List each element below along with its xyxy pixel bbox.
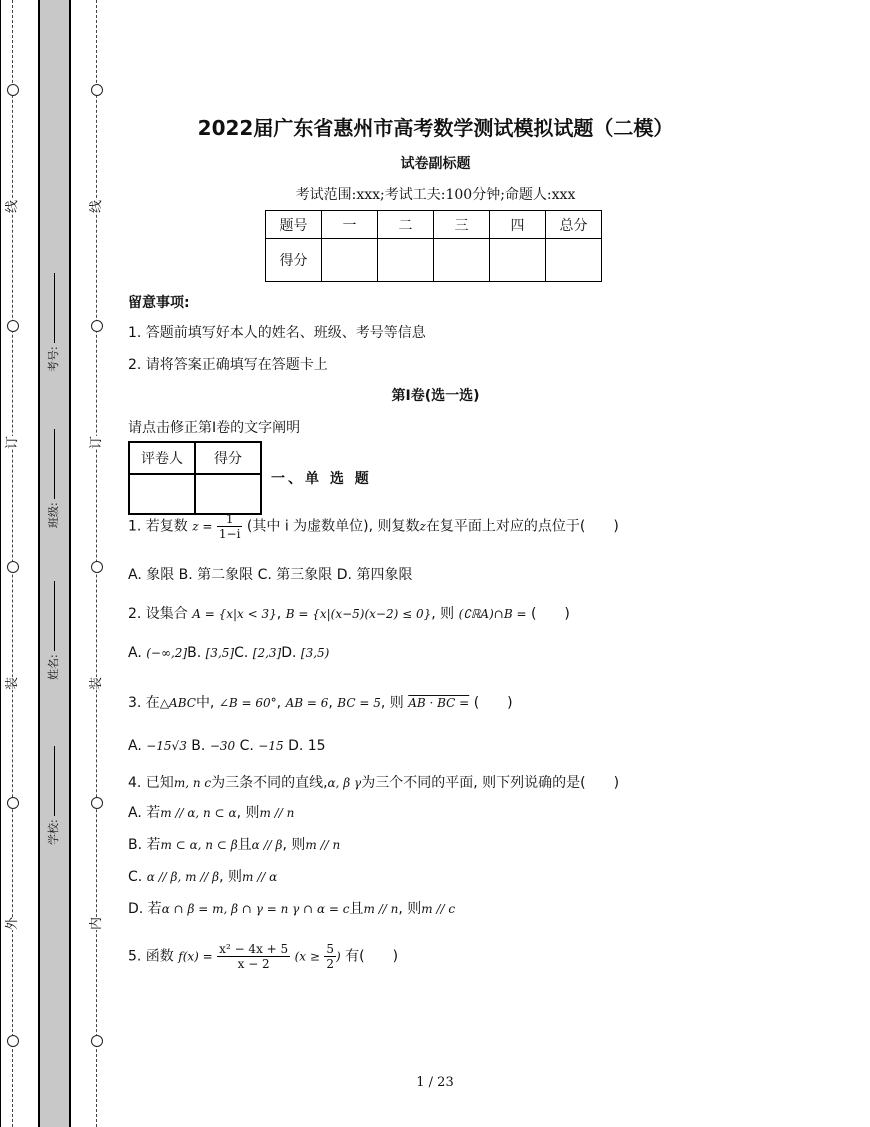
punch-hole [91, 797, 103, 809]
fraction: $\frac{1}{1-i}$ [218, 512, 241, 541]
punch-hole [7, 84, 19, 96]
margin-char-outer: 订 [5, 435, 21, 450]
score-cell[interactable] [322, 239, 378, 282]
punch-hole [7, 1035, 19, 1047]
margin-char-inner: 线 [89, 199, 105, 214]
question-4-option-b: B. 若m ⊂ α, n ⊂ β且α // β, 则m // n [128, 837, 341, 853]
field-name: 姓名: [45, 581, 61, 680]
margin-char-inner: 内 [89, 916, 105, 931]
section-heading: 一、单 选 题 [271, 471, 372, 487]
punch-hole [7, 797, 19, 809]
score-header: 二 [378, 211, 434, 239]
question-4-option-c: C. α // β, m // β, 则m // α [128, 869, 278, 885]
binding-strip [38, 0, 71, 1127]
margin-char-outer: 外 [5, 916, 21, 931]
field-class: 班级: [45, 429, 61, 528]
note-item: 2. 请将答案正确填写在答题卡上 [128, 357, 328, 373]
punch-hole [91, 1035, 103, 1047]
question-2-options: A. (−∞,2]B. [3,5]C. [2,3]D. [3,5) [128, 645, 330, 661]
punch-hole [91, 320, 103, 332]
grader-score-label: 得分 [195, 442, 261, 474]
paper-subtitle: 试卷副标题 [400, 156, 471, 172]
paper-title: 2022届广东省惠州市高考数学测试模拟试题（二模） [197, 116, 674, 140]
class-blank[interactable] [54, 429, 55, 499]
part-title: 第I卷(选一选) [391, 388, 480, 404]
question-3: 3. 在△ABC中, ∠B = 60°, AB = 6, BC = 5, 则 AB · BC = ( ) [128, 695, 513, 711]
notes-heading: 留意事项: [128, 295, 190, 311]
score-cell[interactable] [434, 239, 490, 282]
part-instruction: 请点击修正第I卷的文字阐明 [128, 420, 301, 436]
punch-hole [91, 84, 103, 96]
punch-hole [7, 561, 19, 573]
exam-number-blank[interactable] [54, 273, 55, 343]
punch-hole [7, 320, 19, 332]
punch-hole [91, 561, 103, 573]
question-4-option-a: A. 若m // α, n ⊂ α, 则m // n [128, 805, 295, 821]
score-cell[interactable] [490, 239, 546, 282]
field-school: 学校: [45, 746, 61, 845]
page-number: 1 / 23 [416, 1075, 454, 1090]
margin-char-outer: 装 [5, 676, 21, 691]
score-header: 题号 [266, 211, 322, 239]
grader-table [128, 441, 262, 515]
margin-char-inner: 装 [89, 676, 105, 691]
grader-cell[interactable] [129, 474, 195, 514]
score-row-label: 得分 [266, 239, 322, 282]
fraction: $\frac{\text{x² − 4x + 5}}{x - 2}$ [219, 942, 289, 971]
score-header: 四 [490, 211, 546, 239]
question-2: 2. 设集合 A = {x|x < 3}, B = {x|(x−5)(x−2) ≤ 0}, 则 (∁ℝA)∩B = ( ) [128, 606, 570, 622]
score-header: 总分 [546, 211, 602, 239]
score-header: 三 [434, 211, 490, 239]
school-blank[interactable] [54, 746, 55, 816]
question-3-options: A. −15√3 B. −30 C. −15 D. 15 [128, 738, 326, 754]
fraction: $\frac{5}{2}$ [326, 942, 335, 971]
field-exam-number: 考号: [45, 273, 61, 372]
score-table [265, 210, 602, 282]
margin-char-outer: 线 [5, 199, 21, 214]
score-cell[interactable] [546, 239, 602, 282]
question-1-options: A. 象限 B. 第二象限 C. 第三象限 D. 第四象限 [128, 567, 413, 583]
question-5: 5. 函数 f(x) = $\frac{\text{x² − 4x + 5}}{x - 2}$ (x ≥ $\frac{5}{2}$ ) 有( ) [128, 942, 399, 971]
question-1: 1. 若复数 z = $\frac{1}{1-i}$ (其中 i 为虚数单位), 则复数z在复平面上对应的点位于( ) [128, 512, 619, 541]
note-item: 1. 答题前填写好本人的姓名、班级、考号等信息 [128, 325, 426, 341]
question-4-option-d: D. 若α ∩ β = m, β ∩ γ = n γ ∩ α = c且m // n, 则m // c [128, 901, 456, 917]
margin-border [0, 0, 1, 1127]
exam-info: 考试范围:xxx;考试工夫:100分钟;命题人:xxx [295, 187, 576, 203]
score-header: 一 [322, 211, 378, 239]
question-4: 4. 已知m, n c为三条不同的直线,α, β γ为三个不同的平面, 则下列说确的是( ) [128, 775, 620, 791]
score-cell[interactable] [378, 239, 434, 282]
margin-char-inner: 订 [89, 435, 105, 450]
name-blank[interactable] [54, 581, 55, 651]
grader-label: 评卷人 [129, 442, 195, 474]
grader-score-cell[interactable] [195, 474, 261, 514]
